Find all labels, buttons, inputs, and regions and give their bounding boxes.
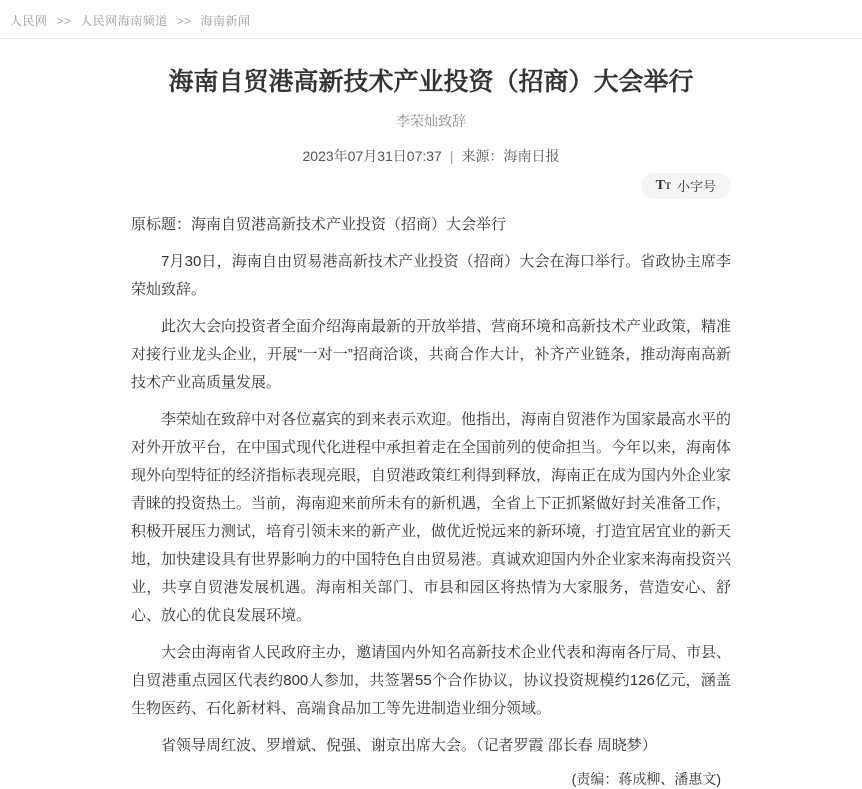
editor-credit: (责编：蒋成柳、潘惠文) xyxy=(571,771,721,787)
breadcrumb-link-hainan-news[interactable]: 海南新闻 xyxy=(200,14,251,28)
original-title-text: 海南自贸港高新技术产业投资（招商）大会举行 xyxy=(191,216,507,233)
article-meta xyxy=(131,146,731,166)
paragraph-2: 此次大会向投资者全面介绍海南最新的开放举措、营商环境和高新技术产业政策，精准对接行业龙头企业，开展“一对一”招商洽谈，共商合作大计，补齐产业链条，推动海南高新技术产业高质量发展。 xyxy=(131,318,732,391)
paragraph-1: 7月30日，海南自由贸易港高新技术产业投资（招商）大会在海口举行。省政协主席李荣灿致辞。 xyxy=(131,253,731,298)
font-size-label: 小字号 xyxy=(676,178,716,194)
article-body xyxy=(131,211,731,789)
breadcrumb-separator: >> xyxy=(176,14,192,28)
breadcrumb-link-peoples-net[interactable]: 人民网 xyxy=(10,14,48,28)
publish-date: 2023年07月31日07:37 xyxy=(302,148,442,164)
font-size-button[interactable] xyxy=(641,173,731,199)
article-container xyxy=(131,66,731,789)
breadcrumb-separator: >> xyxy=(56,14,72,28)
font-size-icon-small-t: T xyxy=(664,181,671,191)
breadcrumb-link-hainan-channel[interactable]: 人民网海南频道 xyxy=(80,14,168,28)
paragraph-5: 省领导周红波、罗增斌、倪强、谢京出席大会。（记者罗霞 邵长春 周晓梦） xyxy=(161,737,657,754)
article-toolbar xyxy=(131,173,731,199)
font-size-icon xyxy=(656,177,671,195)
paragraph-3: 李荣灿在致辞中对各位嘉宾的到来表示欢迎。他指出，海南自贸港作为国家最高水平的对外开放平台，在中国式现代化进程中承担着走在全国前列的使命担当。今年以来，海南体现外向型特征的经济指标表现亮眼，自贸港政策红利得到释放，海南正在成为国内外企业家青睐的投资热土。当前，海南迎来前所未有的新机遇，全省上下正抓紧做好封关准备工作，积极开展压力测试，培育引领未来的新产业，做优近悦远来的新环境，打造宜居宜业的新天地，加快建设具有世界影响力的中国特色自由贸易港。真诚欢迎国内外企业家来海南投资兴业，共享自贸港发展机遇。海南相关部门、市县和园区将热情为大家服务，营造安心、舒心、放心的优良发展环境。 xyxy=(131,411,732,624)
source-name: 海南日报 xyxy=(503,148,560,164)
article-title: 海南自贸港高新技术产业投资（招商）大会举行 xyxy=(168,68,694,96)
original-title-line xyxy=(131,211,731,239)
article-subtitle: 李荣灿致辞 xyxy=(396,113,466,129)
header-divider xyxy=(0,38,862,39)
font-size-icon-large-t: T xyxy=(655,178,665,193)
original-title-label: 原标题： xyxy=(131,216,192,233)
paragraph-4: 大会由海南省人民政府主办，邀请国内外知名高新技术企业代表和海南各厅局、市县、自贸港重点园区代表约800人参加，共签署55个合作协议，协议投资规模约126亿元，涵盖生物医药、石化新材料、高端食品加工等先进制造业细分领域。 xyxy=(131,644,732,717)
meta-divider: | xyxy=(449,148,454,164)
source-label: 来源： xyxy=(461,148,504,164)
breadcrumb xyxy=(0,0,862,38)
